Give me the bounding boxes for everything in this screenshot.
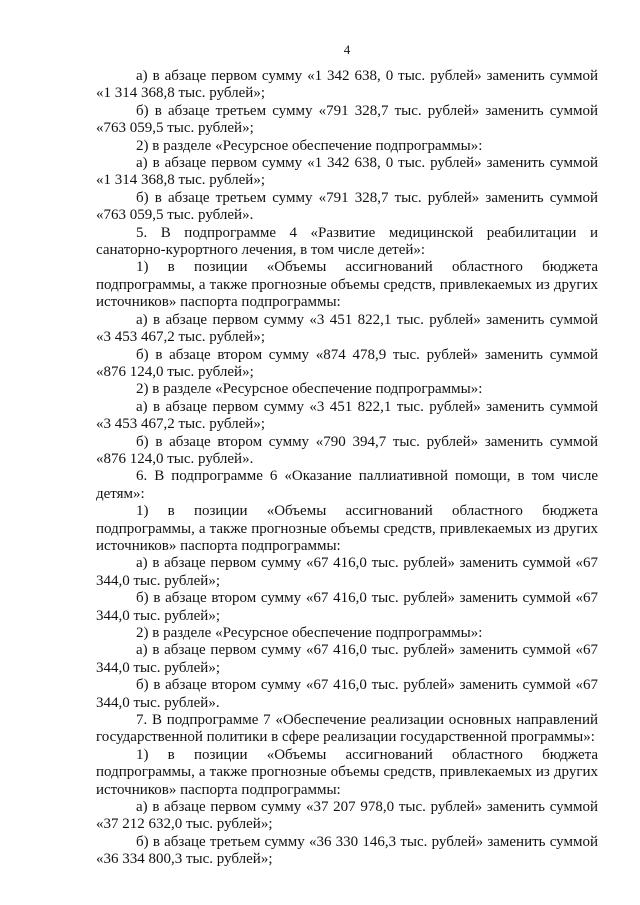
- paragraph: 6. В подпрограмме 6 «Оказание паллиативной помощи, в том числе детям»:: [96, 468, 598, 502]
- paragraph: 1) в позиции «Объемы ассигнований областного бюджета подпрограммы, а также прогнозные объемы средств, привлекаемых из других источников» паспорта подпрограммы:: [96, 259, 598, 311]
- paragraph: б) в абзаце третьем сумму «791 328,7 тыс. рублей» заменить суммой «763 059,5 тыс. рублей».: [96, 189, 598, 224]
- paragraph: а) в абзаце первом сумму «3 451 822,1 тыс. рублей» заменить суммой «3 453 467,2 тыс. рублей»;: [96, 398, 598, 433]
- paragraph: б) в абзаце третьем сумму «791 328,7 тыс. рублей» заменить суммой «763 059,5 тыс. рублей»;: [96, 102, 598, 137]
- document-body: [96, 68, 598, 869]
- paragraph: б) в абзаце втором сумму «67 416,0 тыс. рублей» заменить суммой «67 344,0 тыс. рублей»;: [96, 590, 598, 624]
- paragraph: а) в абзаце первом сумму «3 451 822,1 тыс. рублей» заменить суммой «3 453 467,2 тыс. рублей»;: [96, 311, 598, 346]
- paragraph: 2) в разделе «Ресурсное обеспечение подпрограммы»:: [136, 137, 483, 154]
- paragraph: а) в абзаце первом сумму «67 416,0 тыс. рублей» заменить суммой «67 344,0 тыс. рублей»;: [96, 642, 598, 676]
- paragraph: б) в абзаце втором сумму «874 478,9 тыс. рублей» заменить суммой «876 124,0 тыс. рублей»;: [96, 346, 598, 380]
- paragraph: а) в абзаце первом сумму «67 416,0 тыс. рублей» заменить суммой «67 344,0 тыс. рублей»;: [96, 555, 598, 589]
- paragraph: б) в абзаце третьем сумму «36 330 146,3 тыс. рублей» заменить суммой «36 334 800,3 тыс. рублей»;: [96, 833, 598, 868]
- paragraph: 5. В подпрограмме 4 «Развитие медицинской реабилитации и санаторно-курортного лечения, в том числе детей»:: [96, 224, 598, 259]
- paragraph: а) в абзаце первом сумму «1 342 638, 0 тыс. рублей» заменить суммой «1 314 368,8 тыс. рублей»;: [96, 155, 598, 189]
- paragraph: 2) в разделе «Ресурсное обеспечение подпрограммы»:: [136, 625, 483, 641]
- paragraph: 1) в позиции «Объемы ассигнований областного бюджета подпрограммы, а также прогнозные объемы средств, привлекаемых из других источников» паспорта подпрограммы:: [96, 503, 598, 554]
- page-number: 4: [343, 42, 351, 57]
- paragraph: 7. В подпрограмме 7 «Обеспечение реализации основных направлений государственной политики в сфере реализации государственной программы»:: [96, 712, 598, 746]
- paragraph: б) в абзаце втором сумму «790 394,7 тыс. рублей» заменить суммой «876 124,0 тыс. рублей».: [96, 433, 598, 467]
- paragraph: а) в абзаце первом сумму «37 207 978,0 тыс. рублей» заменить суммой «37 212 632,0 тыс. рублей»;: [96, 799, 598, 833]
- paragraph: а) в абзаце первом сумму «1 342 638, 0 тыс. рублей» заменить суммой «1 314 368,8 тыс. рублей»;: [96, 68, 598, 102]
- paragraph: 2) в разделе «Ресурсное обеспечение подпрограммы»:: [136, 381, 483, 398]
- paragraph: 1) в позиции «Объемы ассигнований областного бюджета подпрограммы, а также прогнозные объемы средств, привлекаемых из других источников» паспорта подпрограммы:: [96, 746, 598, 798]
- paragraph: б) в абзаце втором сумму «67 416,0 тыс. рублей» заменить суммой «67 344,0 тыс. рублей».: [96, 677, 598, 711]
